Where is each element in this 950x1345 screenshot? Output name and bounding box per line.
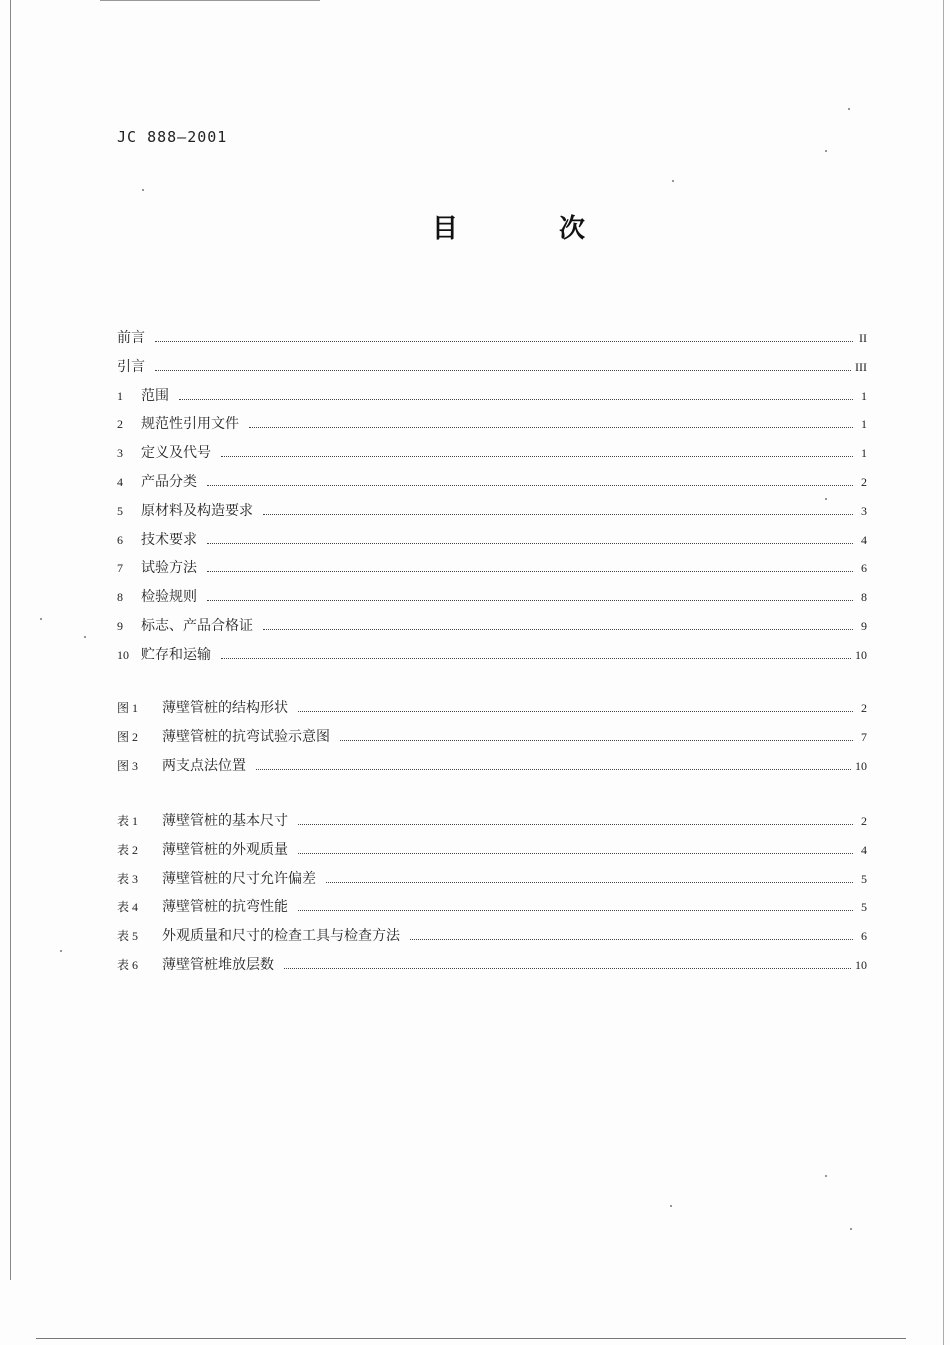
toc-main-section	[117, 328, 867, 674]
toc-leader-dots	[256, 769, 851, 770]
toc-entry-page: 6	[861, 561, 867, 576]
toc-entry[interactable]	[117, 357, 867, 386]
toc-leader-dots	[179, 399, 853, 400]
toc-entry-page: III	[855, 359, 867, 374]
toc-table-number: 表 6	[117, 957, 139, 972]
toc-figure-label: 薄壁管桩的抗弯试验示意图	[162, 728, 330, 745]
toc-leader-dots	[284, 968, 851, 969]
scan-speck	[84, 636, 86, 638]
toc-table-label: 薄壁管桩的抗弯性能	[162, 899, 288, 916]
scan-edge-bottom	[36, 1338, 906, 1339]
toc-figure-page: 2	[861, 701, 867, 715]
toc-leader-dots	[298, 711, 853, 712]
toc-entry[interactable]	[117, 616, 867, 645]
toc-leader-dots	[410, 939, 853, 940]
toc-tables-section	[117, 811, 867, 984]
toc-entry[interactable]	[117, 645, 867, 674]
toc-leader-dots	[263, 514, 853, 515]
toc-table-page: 5	[861, 900, 867, 915]
scan-speck	[848, 108, 850, 110]
toc-leader-dots	[263, 629, 853, 630]
document-code: JC 888—2001	[117, 128, 228, 146]
scan-edge-right	[943, 0, 944, 1345]
toc-entry[interactable]	[117, 386, 867, 415]
toc-entry-number: 10	[117, 647, 129, 662]
toc-leader-dots	[207, 600, 853, 601]
toc-entry-label: 范围	[141, 387, 169, 404]
toc-entry-number: 2	[117, 417, 123, 432]
toc-entry[interactable]	[117, 328, 867, 357]
toc-figure-number: 图 1	[117, 701, 139, 715]
scan-edge-top	[100, 0, 320, 1]
scan-edge-left	[10, 0, 11, 1280]
toc-entry-label: 检验规则	[141, 589, 197, 606]
toc-figure-entry[interactable]	[117, 698, 867, 727]
scan-speck	[825, 498, 827, 500]
toc-leader-dots	[221, 456, 853, 457]
toc-entry-label: 试验方法	[141, 560, 197, 577]
toc-entry-page: 10	[855, 647, 867, 662]
toc-table-number: 表 3	[117, 871, 139, 886]
scan-speck	[60, 950, 62, 952]
toc-leader-dots	[207, 543, 853, 544]
toc-entry[interactable]	[117, 558, 867, 587]
toc-entry[interactable]	[117, 414, 867, 443]
toc-leader-dots	[298, 824, 853, 825]
toc-entry-page: 1	[861, 417, 867, 432]
toc-table-entry[interactable]	[117, 926, 867, 955]
toc-leader-dots	[340, 740, 853, 741]
toc-figure-label: 两支点法位置	[162, 757, 246, 774]
toc-table-page: 5	[861, 871, 867, 886]
toc-table-page: 2	[861, 814, 867, 828]
scan-speck	[672, 180, 674, 182]
toc-entry-label: 规范性引用文件	[141, 416, 239, 433]
toc-entry-label: 贮存和运输	[141, 646, 211, 663]
toc-leader-dots	[326, 882, 853, 883]
toc-table-number: 表 4	[117, 900, 139, 915]
toc-figure-page: 10	[855, 758, 867, 773]
toc-table-entry[interactable]	[117, 811, 867, 840]
toc-table-label: 外观质量和尺寸的检查工具与检查方法	[162, 928, 400, 945]
toc-entry-label: 原材料及构造要求	[141, 502, 253, 519]
toc-entry[interactable]	[117, 501, 867, 530]
toc-entry-page: 4	[861, 532, 867, 547]
toc-figure-entry[interactable]	[117, 727, 867, 756]
toc-entry-page: II	[859, 331, 867, 345]
toc-leader-dots	[298, 853, 853, 854]
toc-entry-number: 4	[117, 474, 123, 489]
toc-leader-dots	[155, 341, 853, 342]
toc-entry-label: 产品分类	[141, 473, 197, 490]
toc-figure-entry[interactable]	[117, 756, 867, 785]
scan-speck	[850, 1228, 852, 1230]
toc-entry-number: 8	[117, 590, 123, 605]
toc-entry-label: 前言	[117, 330, 145, 346]
toc-table-label: 薄壁管桩的尺寸允许偏差	[162, 870, 316, 887]
toc-entry-number: 9	[117, 618, 123, 633]
toc-entry-page: 1	[861, 446, 867, 461]
toc-table-entry[interactable]	[117, 840, 867, 869]
toc-leader-dots	[221, 658, 851, 659]
toc-entry[interactable]	[117, 587, 867, 616]
toc-entry-number: 5	[117, 503, 123, 518]
toc-entry-page: 3	[861, 503, 867, 518]
toc-leader-dots	[155, 370, 851, 371]
toc-entry-number: 3	[117, 446, 123, 461]
toc-leader-dots	[298, 910, 853, 911]
toc-entry-label: 技术要求	[141, 531, 197, 548]
page-title: 目 次	[432, 214, 632, 244]
scan-speck	[825, 150, 827, 152]
toc-entry-page: 2	[861, 474, 867, 489]
scan-speck	[142, 189, 144, 191]
scan-speck	[40, 618, 42, 620]
toc-figure-label: 薄壁管桩的结构形状	[162, 700, 288, 716]
toc-entry-number: 6	[117, 532, 123, 547]
toc-table-page: 10	[855, 957, 867, 972]
toc-table-number: 表 1	[117, 814, 139, 828]
scan-speck	[670, 1205, 672, 1207]
toc-entry-page: 9	[861, 618, 867, 633]
toc-table-label: 薄壁管桩的基本尺寸	[162, 813, 288, 829]
toc-table-page: 6	[861, 929, 867, 944]
toc-figure-number: 图 2	[117, 729, 139, 744]
toc-table-number: 表 5	[117, 929, 139, 944]
toc-table-entry[interactable]	[117, 955, 867, 984]
toc-entry-number: 7	[117, 561, 123, 576]
toc-leader-dots	[249, 427, 853, 428]
toc-leader-dots	[207, 485, 853, 486]
toc-entry-label: 标志、产品合格证	[141, 617, 253, 634]
scan-speck	[825, 1175, 827, 1177]
toc-figure-number: 图 3	[117, 758, 139, 773]
toc-entry-page: 8	[861, 590, 867, 605]
toc-figure-page: 7	[861, 729, 867, 744]
toc-entry[interactable]	[117, 530, 867, 559]
toc-table-label: 薄壁管桩堆放层数	[162, 956, 274, 973]
toc-entry-label: 定义及代号	[141, 445, 211, 462]
toc-entry[interactable]	[117, 472, 867, 501]
toc-entry[interactable]	[117, 443, 867, 472]
toc-table-entry[interactable]	[117, 897, 867, 926]
toc-table-number: 表 2	[117, 842, 139, 857]
toc-leader-dots	[207, 571, 853, 572]
toc-entry-page: 1	[861, 388, 867, 403]
toc-entry-label: 引言	[117, 358, 145, 375]
toc-table-label: 薄壁管桩的外观质量	[162, 841, 288, 858]
toc-table-entry[interactable]	[117, 869, 867, 898]
toc-figures-section	[117, 698, 867, 784]
toc-entry-number: 1	[117, 388, 123, 403]
toc-table-page: 4	[861, 842, 867, 857]
